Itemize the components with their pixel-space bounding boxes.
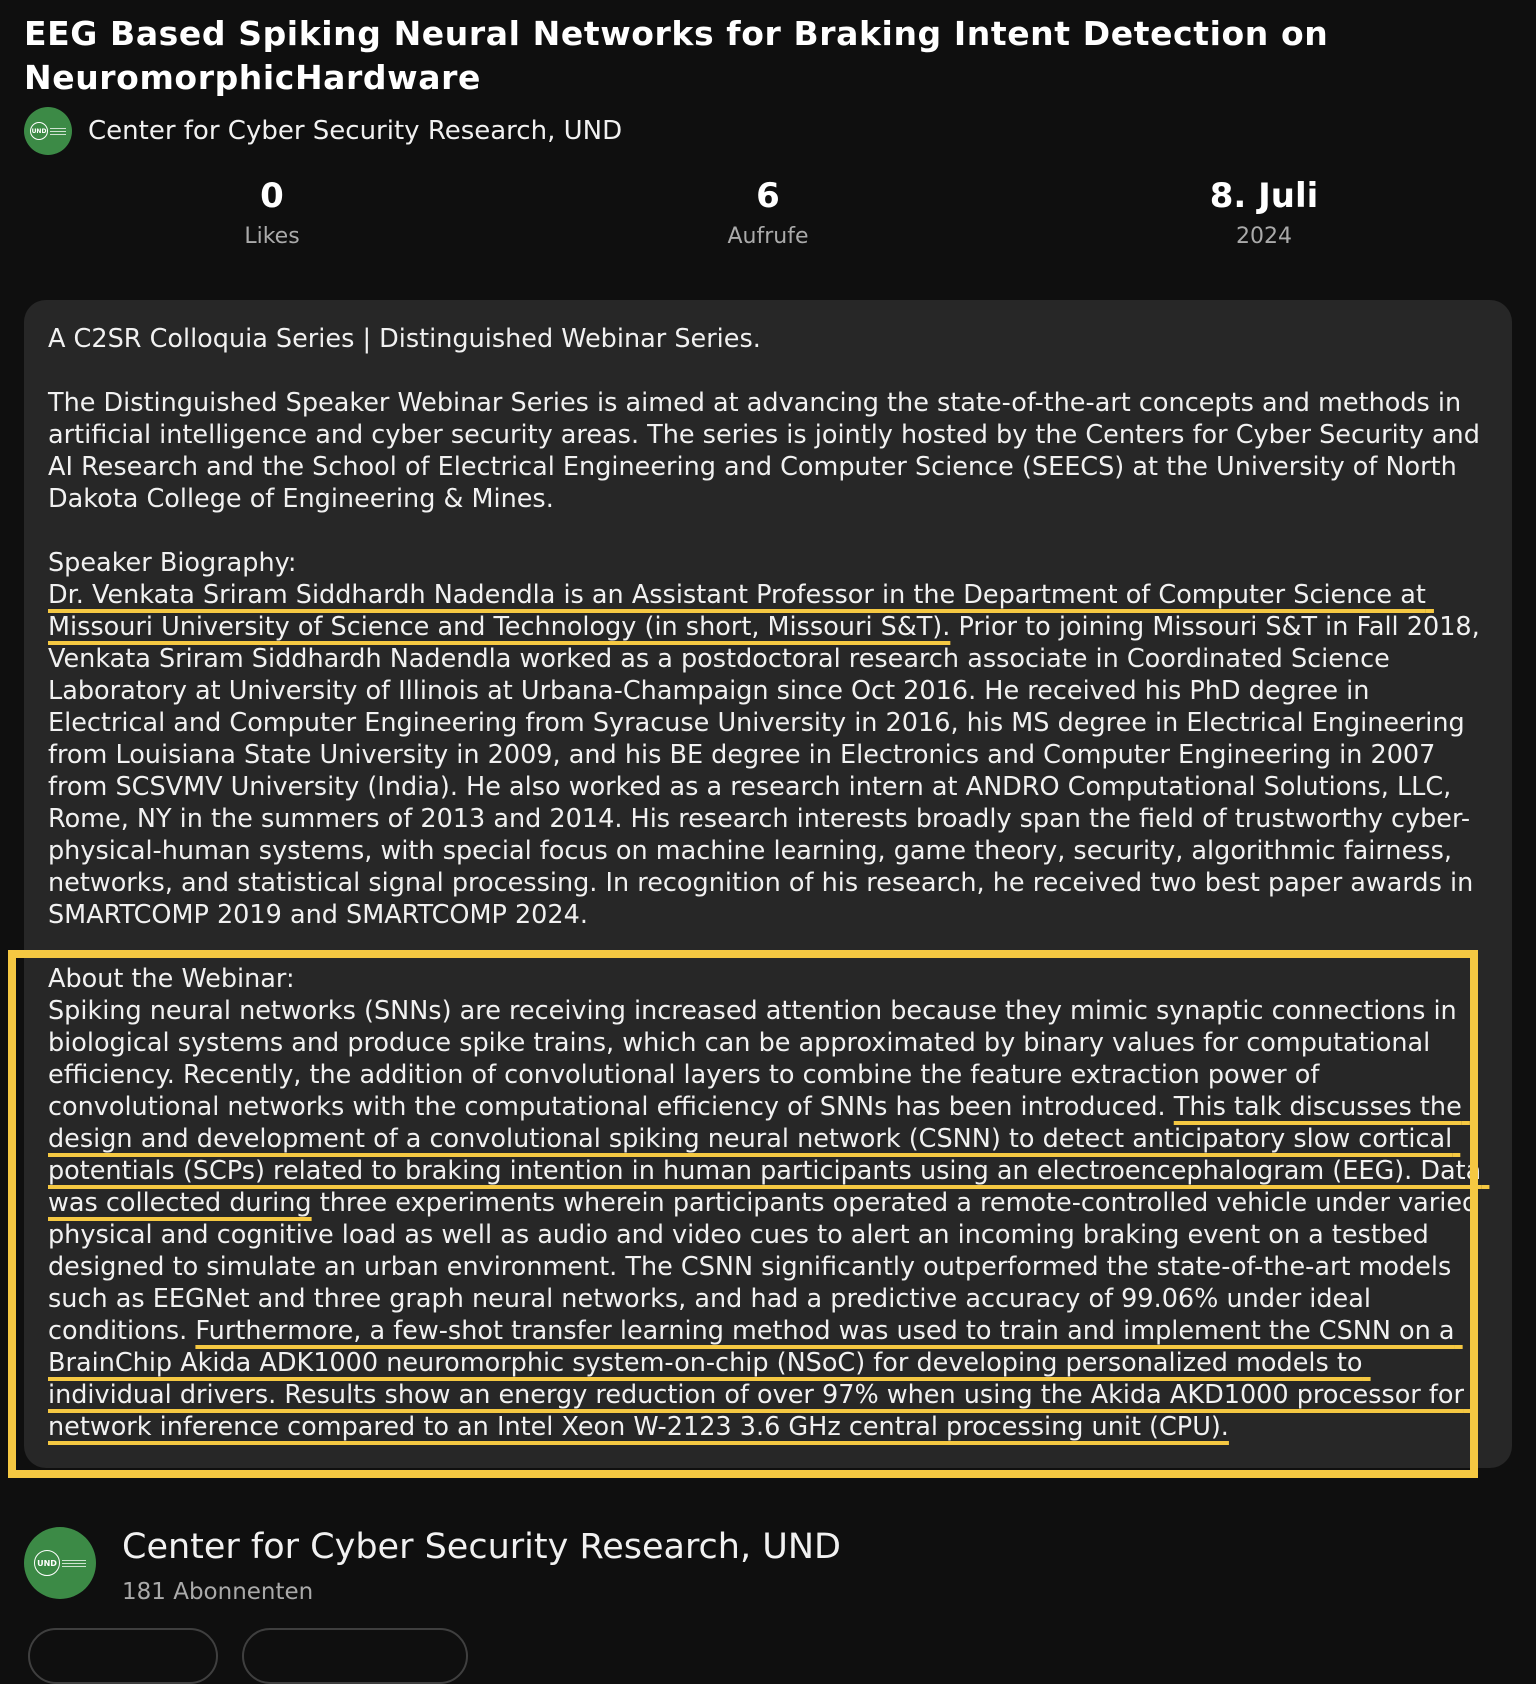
likes-stat: [24, 174, 520, 252]
channel-row[interactable]: [24, 107, 622, 155]
channel-footer[interactable]: [24, 1527, 841, 1605]
description-intro: A C2SR Colloquia Series | Distinguished Webinar Series.: [48, 324, 761, 354]
about-text-2: three experiments wherein participants operated a remote-controlled vehicle under varied physical and cognitive load as well as audio and video cues to alert an incoming braking event on a testbed designed to simulate an urban environment. The CSNN significantly outperformed the state-of-the-art models such as EEGNet and three graph neural networks, and had a predictive accuracy of 99.06% under ideal conditions.: [48, 1188, 1487, 1346]
channel-action-button-2[interactable]: [242, 1628, 468, 1684]
channel-footer-name[interactable]: Center for Cyber Security Research, UND: [122, 1527, 841, 1567]
channel-footer-info: [122, 1527, 841, 1605]
about-paragraph: [48, 995, 1488, 1443]
upload-date: 8. Juli: [1209, 176, 1319, 216]
video-stats: [24, 174, 1512, 252]
bio-paragraph: [48, 579, 1488, 931]
views-stat: [520, 174, 1016, 252]
channel-action-button-1[interactable]: [28, 1628, 218, 1684]
bio-heading: Speaker Biography:: [48, 548, 297, 578]
video-title: EEG Based Spiking Neural Networks for Braking Intent Detection on NeuromorphicHardware: [24, 14, 1329, 97]
subscriber-count: 181 Abonnenten: [122, 1579, 314, 1605]
logo-text-lines-icon: [50, 128, 66, 135]
description-series-paragraph: The Distinguished Speaker Webinar Series is aimed at advancing the state-of-the-art concepts and methods in artificial intelligence and cyber security areas. The series is jointly hosted by the Centers for Cyber Security and AI Research and the School of Electrical Engineering and Computer Science (SEECS) at the University of North Dakota College of Engineering & Mines.: [48, 388, 1489, 514]
likes-count: 0: [260, 176, 284, 216]
upload-year: 2024: [1236, 224, 1292, 249]
channel-name-link[interactable]: Center for Cyber Security Research, UND: [88, 116, 623, 146]
date-stat: [1016, 174, 1512, 252]
about-heading: About the Webinar:: [48, 964, 295, 994]
about-highlighted-text-2: Furthermore, a few-shot transfer learning method was used to train and implement the CSNN on a BrainChip Akida ADK1000 neuromorphic system-on-chip (NSoC) for developing personalized models to individual drivers. Results show an energy reduction of over 97% when using the Akida AKD1000 processor for network inference compared to an Intel Xeon W-2123 3.6 GHz central processing unit (CPU).: [48, 1316, 1473, 1442]
und-logo-icon: UND: [34, 1550, 60, 1576]
channel-footer-avatar[interactable]: [24, 1527, 96, 1599]
channel-avatar[interactable]: [24, 107, 72, 155]
about-highlighted-text-1: This talk discusses the design and development of a convolutional spiking neural network (CSNN) to detect anticipatory slow cortical potentials (SCPs) related to braking intention in human participants using an electroencephalogram (EEG). Data was collected during: [48, 1092, 1490, 1218]
logo-text-lines-icon: [62, 1560, 86, 1567]
description-text: [48, 323, 1488, 1443]
views-label: Aufrufe: [727, 224, 809, 249]
likes-label: Likes: [244, 224, 300, 249]
views-count: 6: [756, 176, 780, 216]
bio-text: Prior to joining Missouri S&T in Fall 2018, Venkata Sriram Siddhardh Nadendla worked as a postdoctoral research associate in Coordinated Science Laboratory at University of Illinois at Urbana-Champaign since Oct 2016. He received his PhD degree in Electrical and Computer Engineering from Syracuse University in 2016, his MS degree in Electrical Engineering from Louisiana State University in 2009, and his BE degree in Electronics and Computer Engineering in 2007 from SCSVMV University (India). He also worked as a research intern at ANDRO Computational Solutions, LLC, Rome, NY in the summers of 2013 and 2014. His research interests broadly span the field of trustworthy cyber-physical-human systems, with special focus on machine learning, game theory, security, algorithmic fairness, networks, and statistical signal processing. In recognition of his research, he received two best paper awards in SMARTCOMP 2019 and SMARTCOMP 2024.: [48, 612, 1488, 930]
und-logo-icon: UND: [30, 122, 48, 140]
bio-highlighted-text: Dr. Venkata Sriram Siddhardh Nadendla is an Assistant Professor in the Department of Computer Science at Missouri University of Science and Technology (in short, Missouri S&T).: [48, 580, 1434, 642]
about-text-1: Spiking neural networks (SNNs) are receiving increased attention because they mimic synaptic connections in biological systems and produce spike trains, which can be approximated by binary values for computational efficiency. Recently, the addition of convolutional layers to combine the feature extraction power of convolutional networks with the computational efficiency of SNNs has been introduced.: [48, 996, 1465, 1122]
